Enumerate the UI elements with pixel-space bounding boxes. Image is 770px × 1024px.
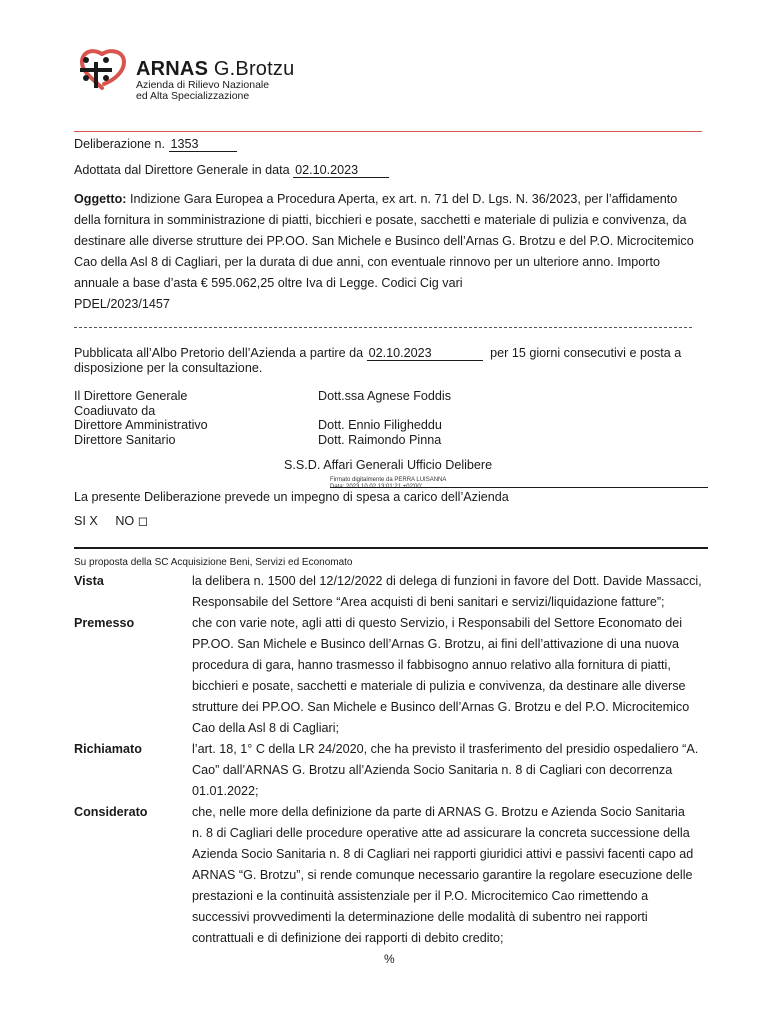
entry-term: Vista	[74, 574, 104, 588]
entry-considerato: Considerato che, nelle more della definizione da parte di ARNAS G. Brotzu e Azienda Socio Sanitaria n. 8 di Cagliari delle procedure operative atte ad assicurare la concreta successione della Azienda Socio Sanitaria n. 8 di Cagliari nei rapporti giuridici attivi e passivi facenti capo ad ARNAS “G. Brotzu”, si rende comunque necessario garantire la regolare esecuzione delle prestazioni e la continuità assistenziale per il P.O. Microcitemico Cao rimettendo a successivi provvedimenti la determinazione delle modalità di subentro nei rapporti contrattuali e di definizione dei rapporti di debito credito;	[74, 802, 708, 949]
commitment-text: La presente Deliberazione prevede un impegno di spesa a carico dell’Azienda	[74, 490, 509, 504]
commitment-choice	[74, 513, 148, 528]
signatory-row: Direttore Amministrativo Dott. Ennio Filigheddu	[74, 418, 442, 432]
entry-premesso: Premesso che con varie note, agli atti di questo Servizio, i Responsabili del Settore Economato dei PP.OO. San Michele e Businco dell’Arnas G. Brotzu, ai fini dell’attivazione di una nuova procedura di gara, hanno trasmesso il fabbisogno annuo relativo alla fornitura di piatti, bicchieri e posate, sacchetti e materiale di pulizia e convivenza, da destinare alle diverse strutture dei PP.OO. San Michele e Businco dell’Arnas G. Brotzu e del P.O. Microcitemico Cao della Asl 8 di Cagliari;	[74, 613, 708, 739]
deliberation-body	[74, 571, 708, 949]
adopted-line: Adottata dal Direttore Generale in data 02.10.2023	[74, 163, 389, 178]
proposal-note: Su proposta della SC Acquisizione Beni, Servizi ed Economato	[74, 557, 353, 568]
section-divider	[74, 327, 692, 328]
page-mark: %	[384, 952, 395, 966]
publication-line-2: disposizione per la consultazione.	[74, 361, 263, 375]
entry-vista: Vista la delibera n. 1500 del 12/12/2022 di delega di funzioni in favore del Dott. Davide Massacci, Responsabile del Settore “Area acquisti di beni sanitari e servizi/liquidazione fatture”;	[74, 571, 708, 613]
adopted-date: 02.10.2023	[293, 164, 389, 178]
signatory-row: Il Direttore Generale Dott.ssa Agnese Foddis	[74, 389, 452, 403]
entry-term: Considerato	[74, 805, 148, 819]
signatory-row: Coadiuvato da	[74, 403, 156, 418]
office-name: S.S.D. Affari Generali Ufficio Delibere	[284, 458, 493, 472]
publication-date: 02.10.2023	[367, 347, 483, 361]
deliberation-number-line: Deliberazione n. 1353	[74, 137, 237, 152]
signatories-table	[74, 389, 514, 447]
subject-code: PDEL/2023/1457	[74, 297, 170, 311]
body-divider	[74, 547, 708, 549]
signatory-row: Direttore Sanitario Dott. Raimondo Pinna	[74, 432, 442, 447]
entry-term: Richiamato	[74, 742, 142, 756]
arnas-logo-icon	[74, 48, 132, 92]
brand-name: ARNAS G.Brotzu	[136, 58, 295, 80]
no-option: NO ◻	[115, 514, 149, 528]
si-option: SI X	[74, 514, 98, 528]
subject-label: Oggetto:	[74, 192, 127, 206]
publication-line: Pubblicata all’Albo Pretorio dell’Azienda a partire da 02.10.2023 per 15 giorni consecutivi e posta a	[74, 346, 682, 360]
entry-term: Premesso	[74, 616, 135, 630]
digital-signature-stamp: Firmato digitalmente da PERRA LUISANNA	[330, 477, 447, 483]
deliberation-number: 1353	[169, 138, 237, 152]
subject-block: Oggetto: Indizione Gara Europea a Procedura Aperta, ex art. n. 71 del D. Lgs. N. 36/2023, per l’affidamento della fornitura in somministrazione di piatti, bicchieri e posate, sacchetti e materiale di pulizia e convivenza, da destinare alle diverse strutture dei PP.OO. San Michele e Businco dell’Arnas G. Brotzu e del P.O. Microcitemico Cao della Asl 8 di Cagliari, per la durata di due anni, con eventuale rinnovo per un ulteriore anno. Importo annuale a base d’asta € 595.062,25 oltre Iva di Legge. Codici Cig vari PDEL/2023/1457	[74, 189, 706, 315]
brand-subtitle: Azienda di Rilievo Nazionale ed Alta Specializzazione	[136, 79, 270, 102]
stamp-divider	[330, 487, 708, 488]
header-divider	[74, 131, 702, 132]
entry-richiamato: Richiamato l’art. 18, 1° C della LR 24/2020, che ha previsto il trasferimento del presidio ospedaliero “A. Cao” dall’ARNAS G. Brotzu all’Azienda Socio Sanitaria n. 8 di Cagliari con decorrenza 01.01.2022;	[74, 739, 708, 802]
